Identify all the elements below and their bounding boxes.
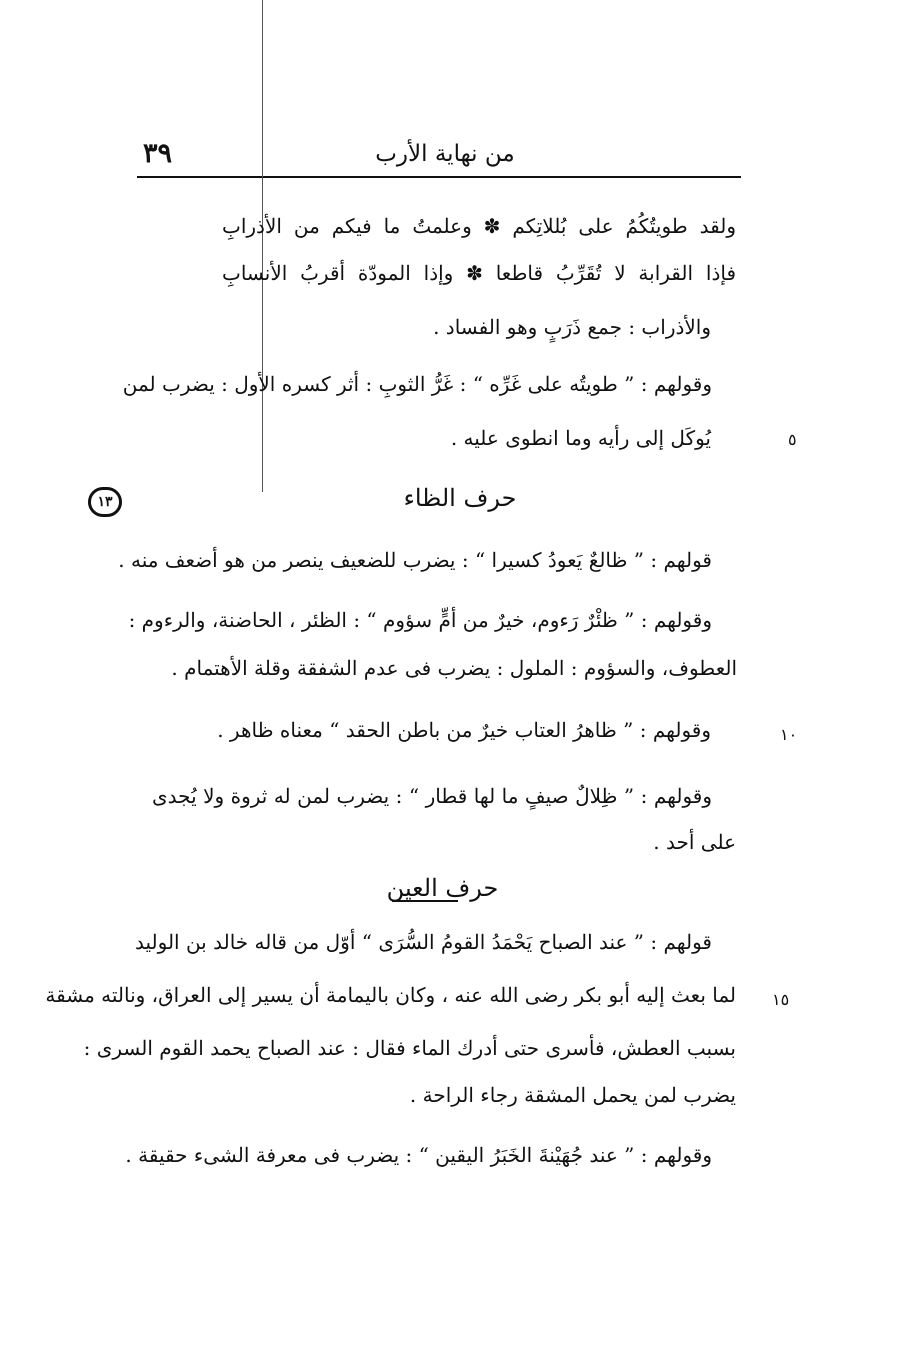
text-line: وقولهم : ” ظِلالٌ صيفٍ ما لها قطار “ : يضرب لمن له ثروة ولا يُجدى (152, 784, 712, 808)
text-line: يُوكَل إلى رأيه وما انطوى عليه . (450, 426, 711, 450)
text-line: على أحد . (653, 830, 736, 854)
heading-underline (392, 900, 458, 902)
seal-number: ١٣ (97, 494, 113, 510)
text-line: يضرب لمن يحمل المشقة رجاء الراحة . (409, 1083, 736, 1107)
running-title: من نهاية الأرب (375, 141, 515, 167)
text-line: العطوف، والسؤوم : الملول : يضرب فى عدم الشفقة وقلة الأهتمام . (171, 656, 737, 680)
text-line: والأذراب : جمع ذَرَبٍ وهو الفساد . (433, 315, 711, 339)
page-number: ٣٩ (143, 138, 173, 169)
section-heading-zha: حرف الظاء (403, 484, 517, 512)
seal-stamp (88, 487, 122, 517)
verse-line: ولقد طويتُكُمُ على بُللاتِكم ✽ وعلمتُ ما فيكم من الأذرابِ (222, 214, 736, 238)
text-line: بسبب العطش، فأسرى حتى أدرك الماء فقال : عند الصباح يحمد القوم السرى : (83, 1036, 736, 1060)
margin-line-number: ٥ (788, 430, 797, 449)
text-line: قولهم : ” عند الصباح يَحْمَدُ القومُ السُّرَى “ أوّل من قاله خالد بن الوليد (134, 930, 712, 954)
text-line: وقولهم : ” طويتُه على غَرِّه “ : غَرُّ الثوبِ : أثر كسره الأول : يضرب لمن (122, 372, 712, 396)
header-rule (137, 176, 741, 178)
text-line: قولهم : ” ظالعٌ يَعودُ كسيرا “ : يضرب للضعيف ينصر من هو أضعف منه . (118, 548, 712, 572)
section-heading-ain: حرف العين (386, 874, 499, 902)
text-line: وقولهم : ” عند جُهَيْنةَ الخَبَرُ اليقين “ : يضرب فى معرفة الشىء حقيقة . (125, 1143, 712, 1167)
scan-fold-line (262, 0, 263, 492)
verse-line: فإذا القرابة لا تُقَرِّبُ قاطعا ✽ وإذا المودّة أقربُ الأنسابِ (222, 261, 736, 285)
text-line: لما بعث إليه أبو بكر رضى الله عنه ، وكان باليمامة أن يسير إلى العراق، ونالته مشقة (45, 983, 736, 1007)
text-line: وقولهم : ” ظئْرٌ رَءوم، خيرٌ من أمٍّ سؤوم “ : الظئر ، الحاضنة، والرءوم : (128, 608, 712, 632)
text-line: وقولهم : ” ظاهرُ العتاب خيرٌ من باطن الحقد “ معناه ظاهر . (217, 718, 711, 742)
margin-line-number: ١٥ (772, 990, 790, 1009)
margin-line-number: ١٠ (780, 725, 798, 744)
